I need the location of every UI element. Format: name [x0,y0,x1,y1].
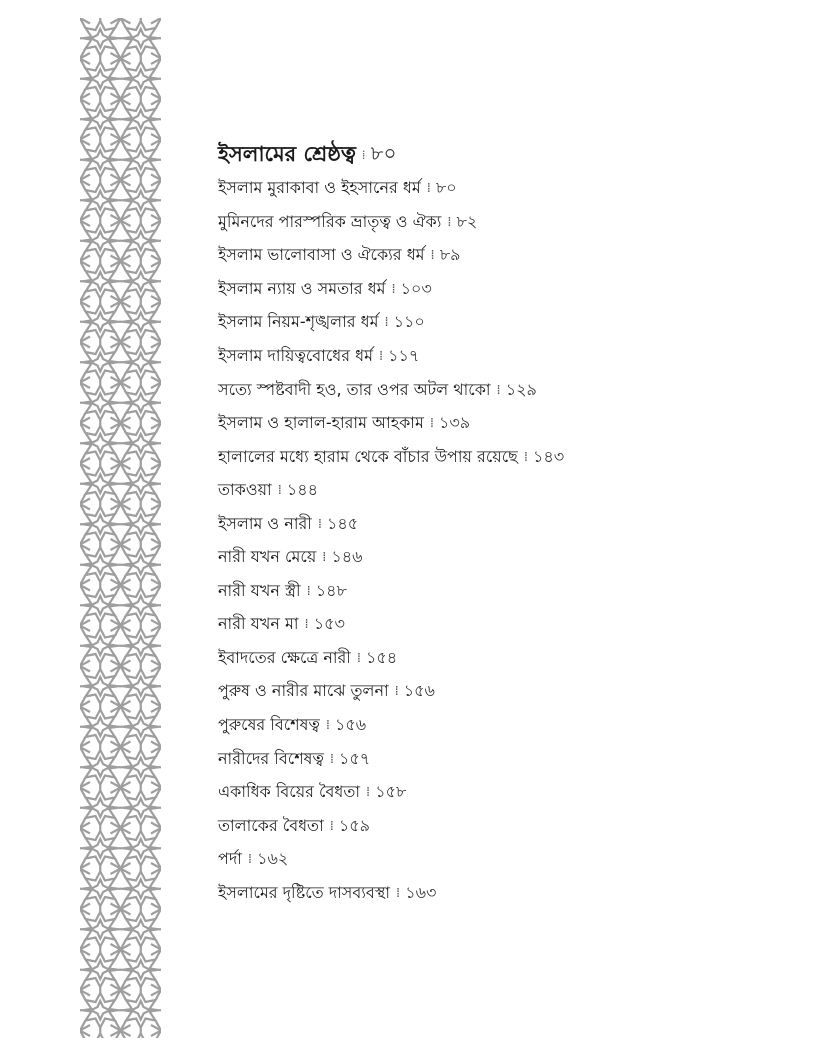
toc-entry [218,608,778,642]
entry-title: ইসলাম ও হালাল-হারাম আহকাম [218,413,424,433]
dotted-separator: ⁞ [322,550,326,566]
toc-entry [218,709,778,743]
entry-title: পুরুষ ও নারীর মাঝে তুলনা [218,681,389,701]
toc-entries [218,172,778,910]
toc-entry [218,575,778,609]
geometric-pattern-icon [80,18,161,1038]
dotted-separator: ⁞ [317,516,321,532]
entry-title: ইসলাম মুরাকাবা ও ইহসানের ধর্ম [218,178,421,198]
toc-entry [218,306,778,340]
entry-title: নারী যখন মেয়ে [218,547,317,567]
entry-page-number: ১৫৩ [313,614,345,634]
dotted-separator: ⁞ [304,617,308,633]
entry-page-number: ১৫৭ [339,748,371,768]
entry-title: ইসলাম ন্যায় ও সমতার ধর্ম [218,278,386,298]
dotted-separator: ⁞ [356,650,361,666]
table-of-contents [218,138,778,910]
entry-page-number: ১২৯ [505,379,537,399]
entry-page-number: ১৩৯ [438,413,471,433]
entry-title: ইসলাম ভালোবাসা ও ঐক্যের ধর্ম [218,245,425,265]
toc-entry [218,675,778,709]
dotted-separator: ⁞ [430,248,434,264]
toc-entry [218,843,778,877]
entry-title: মুমিনদের পারস্পরিক ভ্রাতৃত্ব ও ঐক্য [218,211,442,231]
section-page-number: ৮০ [370,140,397,165]
toc-entry [218,642,778,676]
entry-page-number: ১৫৮ [375,782,407,802]
dotted-separator: ⁞ [366,785,370,801]
toc-entry [218,273,778,307]
dotted-separator: ⁞ [523,449,527,465]
dotted-separator: ⁞ [378,349,383,364]
dotted-separator: ⁞ [361,148,365,163]
toc-entry [218,440,778,474]
dotted-separator: ⁞ [394,684,398,700]
section-title: ইসলামের শ্রেষ্ঠত্ব [218,140,356,166]
dotted-separator: ⁞ [429,416,433,432]
toc-entry [218,474,778,508]
entry-page-number: ১৫৬ [403,681,435,701]
entry-page-number: ১৪৬ [331,547,363,567]
dotted-separator: ⁞ [396,885,400,901]
entry-title: নারীদের বিশেষত্ব [218,748,324,768]
entry-page-number: ১৫৬ [335,715,367,735]
entry-title: পর্দা [218,849,242,869]
entry-page-number: ৮৯ [439,245,461,265]
decorative-border [80,18,161,1038]
entry-title: হালালের মধ্যে হারাম থেকে বাঁচার উপায় রয়েছে [218,446,518,466]
entry-page-number: ১৪৪ [286,480,318,500]
entry-page-number: ১৪৫ [327,513,359,533]
toc-entry [218,172,778,206]
dotted-separator: ⁞ [325,718,329,734]
entry-title: সত্যে স্পষ্টবাদী হও, তার ওপর অটল থাকো [218,379,491,399]
entry-page-number: ১৪৮ [315,580,347,600]
entry-title: তালাকের বৈধতা [218,815,324,835]
entry-title: পুরুষের বিশেষত্ব [218,715,320,735]
toc-entry [218,239,778,273]
entry-page-number: ১৫৪ [366,647,398,667]
dotted-separator: ⁞ [329,818,333,834]
entry-page-number: ১৬৩ [405,882,437,902]
toc-entry [218,776,778,810]
entry-title: ইসলাম দায়িত্ববোধের ধর্ম [218,346,373,365]
toc-entry [218,340,778,374]
toc-entry [218,541,778,575]
toc-entry [218,742,778,776]
entry-title: ইসলাম নিয়ম-শৃঙ্খলার ধর্ম [218,312,379,332]
entry-page-number: ১৫৯ [338,815,371,835]
dotted-separator: ⁞ [426,181,430,197]
dotted-separator: ⁞ [277,483,281,499]
entry-title: ইসলামের দৃষ্টিতে দাসব্যবস্থা [218,882,391,902]
entry-title: একাধিক বিয়ের বৈধতা [218,782,361,802]
dotted-separator: ⁞ [329,751,334,767]
entry-page-number: ১১০ [393,312,425,332]
section-heading [218,138,778,172]
toc-entry [218,876,778,910]
dotted-separator: ⁞ [496,382,500,398]
entry-page-number: ১১৭ [388,346,420,365]
entry-title: ইবাদতের ক্ষেত্রে নারী [218,647,351,667]
dotted-separator: ⁞ [447,214,451,230]
entry-page-number: ১০৩ [400,278,432,298]
toc-entry [218,809,778,843]
toc-entry [218,507,778,541]
entry-title: নারী যখন স্ত্রী [218,580,301,600]
dotted-separator: ⁞ [306,583,310,599]
entry-page-number: ১৪৩ [532,446,565,466]
entry-title: তাকওয়া [218,480,272,500]
entry-page-number: ৮২ [456,211,478,231]
dotted-separator: ⁞ [384,315,388,331]
entry-page-number: ১৬২ [257,849,289,869]
entry-title: নারী যখন মা [218,614,299,634]
toc-entry [218,407,778,441]
toc-entry [218,373,778,407]
dotted-separator: ⁞ [391,281,395,297]
dotted-separator: ⁞ [247,852,252,868]
entry-title: ইসলাম ও নারী [218,513,312,533]
toc-entry [218,206,778,240]
entry-page-number: ৮০ [435,178,457,198]
